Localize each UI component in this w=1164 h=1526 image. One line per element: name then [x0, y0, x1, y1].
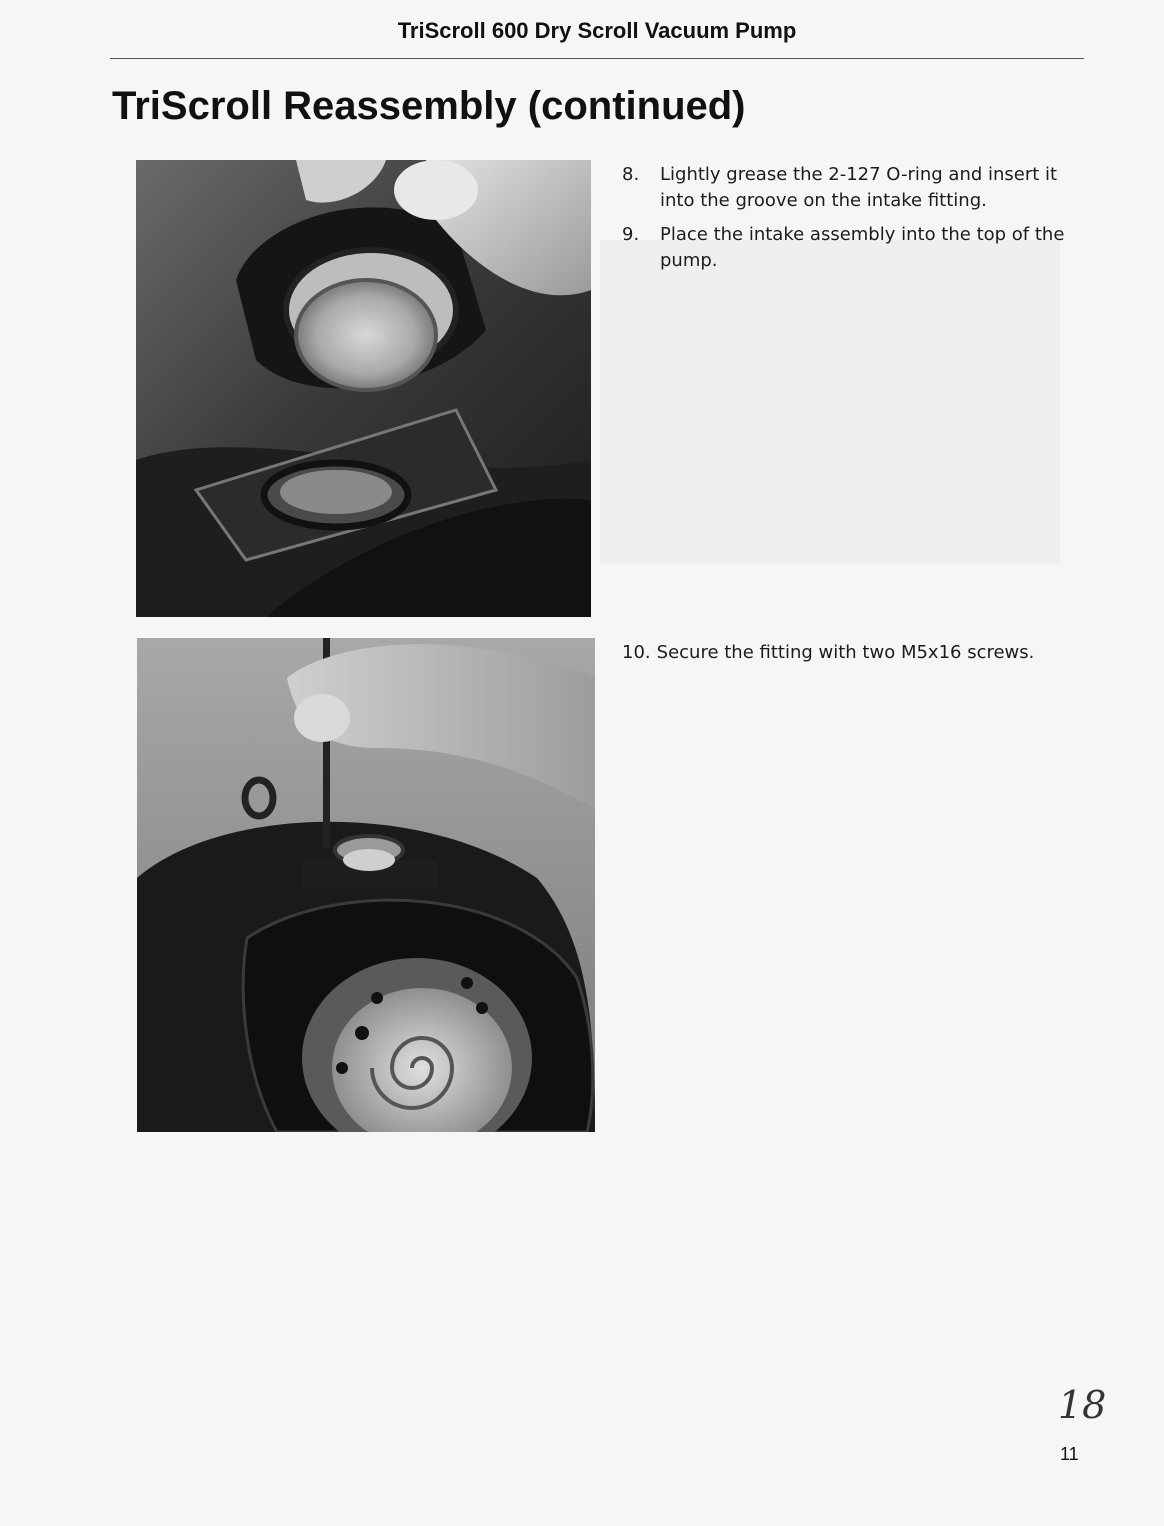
- instruction-list-a: [622, 162, 1077, 282]
- photo-icon: [136, 160, 591, 617]
- running-header: TriScroll 600 Dry Scroll Vacuum Pump: [397, 18, 797, 43]
- header-divider: [110, 58, 1084, 59]
- show-through-shadow: [600, 240, 1060, 565]
- photo-securing-fitting-screws: [137, 638, 595, 1132]
- step-text: Secure the fitting with two M5x16 screws.: [656, 642, 1035, 663]
- step-number: 10.: [622, 642, 651, 663]
- instruction-list-b: [622, 640, 1077, 674]
- step-text: Place the intake assembly into the top of the pump.: [660, 224, 1065, 271]
- photo-icon: [137, 638, 595, 1132]
- step-number: 8.: [622, 164, 640, 185]
- instruction-step: [622, 162, 1077, 214]
- step-text: Lightly grease the 2-127 O-ring and insert it into the groove on the intake fitting.: [660, 164, 1058, 211]
- photo-intake-fitting-oring: [136, 160, 591, 617]
- instruction-step: [622, 640, 1077, 666]
- instruction-step: [622, 222, 1077, 274]
- section-title: TriScroll Reassembly (continued): [112, 84, 746, 128]
- page-number: 11: [1060, 1444, 1079, 1464]
- handwritten-page-note: 18: [1058, 1383, 1107, 1427]
- step-number: 9.: [622, 224, 640, 245]
